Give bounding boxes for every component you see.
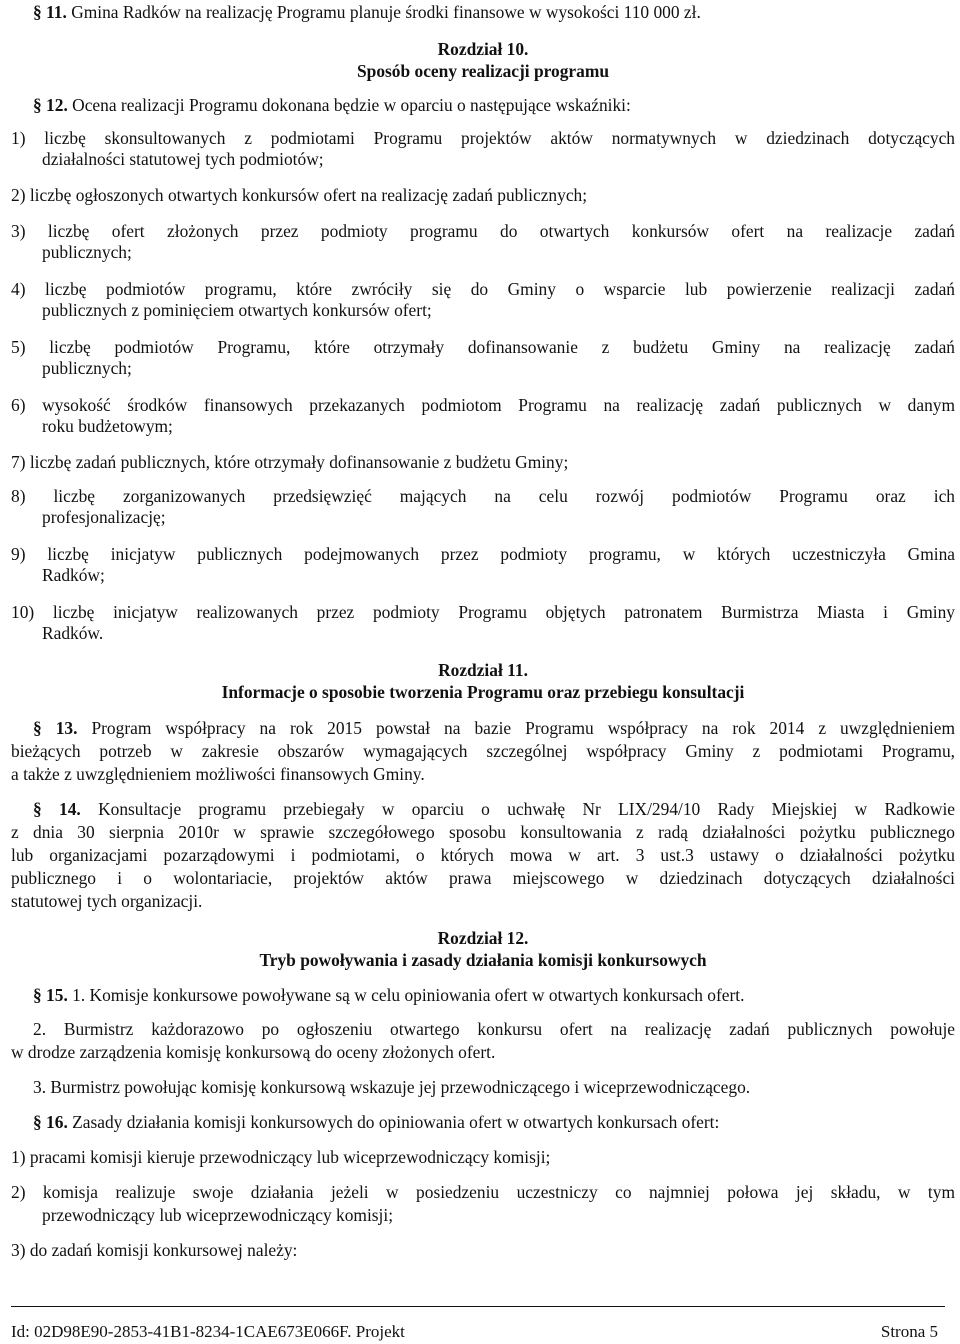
paragraph-14: § 14. Konsultacje programu przebiegały w oparciu o uchwałę Nr LIX/294/10 Rady Miejskiej w Radkowie [33,799,955,819]
paragraph-14-line: z dnia 30 sierpnia 2010r w sprawie szczegółowego sposobu konsultowania z radą działalności pożytku publicznego [11,822,955,842]
list-item: 3) liczbę ofert złożonych przez podmioty programu do otwartych konkursów ofert na realizacje zadań [11,221,955,241]
list-item-continuation: przewodniczący lub wiceprzewodniczący komisji; [42,1205,394,1225]
paragraph-number: 11. [46,2,67,22]
chapter-11-title: Informacje o sposobie tworzenia Programu oraz przebiegu konsultacji [221,682,745,702]
list-item-continuation: publicznych; [42,242,132,262]
chapter-12-label: Rozdział 12. [437,928,529,948]
list-item: 8) liczbę zorganizowanych przedsięwzięć mających na celu rozwój podmiotów Programu oraz ich [11,486,955,506]
paragraph-13: § 13. Program współpracy na rok 2015 powstał na bazie Programu współpracy na rok 2014 z uwzględnieniem [33,718,955,738]
list-item: 2) komisja realizuje swoje działania jeżeli w posiedzeniu uczestniczy co najmniej połowa jej składu, w tym [11,1182,955,1202]
list-item: 7) liczbę zadań publicznych, które otrzymały dofinansowanie z budżetu Gminy; [11,452,569,472]
list-item: 4) liczbę podmiotów programu, które zwróciły się do Gminy o wsparcie lub powierzenie realizacji zadań [11,279,955,299]
chapter-11-label: Rozdział 11. [438,660,528,680]
paragraph-13-line: bieżących potrzeb w zakresie obszarów wymagających szczególnej współpracy Gminy z podmiotami Programu, [11,741,955,761]
paragraph-14-line: statutowej tych organizacji. [11,891,203,911]
paragraph-13-line: a także z uwzględnieniem możliwości finansowych Gminy. [11,764,425,784]
paragraph-text: Gmina Radków na realizację Programu planuje środki finansowe w wysokości 110 000 zł. [71,2,701,22]
paragraph-14-line: publicznego i o wolontariacie, projektów aktów prawa miejscowego w dziedzinach dotyczących działalności [11,868,955,888]
list-item: 3) do zadań komisji konkursowej należy: [11,1240,298,1260]
paragraph-15-point-2-continuation: w drodze zarządzenia komisję konkursową do oceny złożonych ofert. [11,1042,496,1062]
footer-page-number: Strona 5 [880,1322,938,1341]
list-item: 9) liczbę inicjatyw publicznych podejmowanych przez podmioty programu, w których uczestniczyła Gmina [11,544,955,564]
paragraph-15-point-3: 3. Burmistrz powołując komisję konkursową wskazuje jej przewodniczącego i wiceprzewodniczącego. [33,1077,751,1097]
list-item-continuation: Radków. [42,623,104,643]
footer-document-id: Id: 02D98E90-2853-41B1-8234-1CAE673E066F. Projekt [11,1322,405,1341]
list-item: 6) wysokość środków finansowych przekazanych podmiotom Programu na realizację zadań publicznych w danym [11,395,955,415]
list-item-continuation: profesjonalizację; [42,507,166,527]
list-item: 10) liczbę inicjatyw realizowanych przez podmioty Programu objętych patronatem Burmistrza Miasta i Gminy [11,602,955,622]
list-item: 5) liczbę podmiotów Programu, które otrzymały dofinansowanie z budżetu Gminy na realizację zadań [11,337,955,357]
list-item-continuation: publicznych; [42,358,132,378]
chapter-10-label: Rozdział 10. [437,39,529,59]
list-item-continuation: publicznych z pominięciem otwartych konkursów ofert; [42,300,432,320]
paragraph-number: 12. [46,95,68,115]
list-item-continuation: roku budżetowym; [42,416,173,436]
list-item: 2) liczbę ogłoszonych otwartych konkursów ofert na realizację zadań publicznych; [11,185,588,205]
list-item: 1) pracami komisji kieruje przewodniczący lub wiceprzewodniczący komisji; [11,1147,551,1167]
paragraph-intro: Ocena realizacji Programu dokonana będzie w oparciu o następujące wskaźniki: [72,95,631,115]
paragraph-14-line: lub organizacjami pozarządowymi i podmiotami, o których mowa w art. 3 ust.3 ustawy o działalności pożytku [11,845,955,865]
section-sign: § [33,2,47,22]
chapter-12-title: Tryb powoływania i zasady działania komisji konkursowych [259,950,707,970]
list-item-continuation: Radków; [42,565,105,585]
list-item-continuation: działalności statutowej tych podmiotów; [42,149,324,169]
paragraph-15-point-2: 2. Burmistrz każdorazowo po ogłoszeniu otwartego konkursu ofert na realizację zadań publicznych powołuje [33,1019,955,1039]
paragraph-15: § 15. 1. Komisje konkursowe powoływane są w celu opiniowania ofert w otwartych konkursach ofert. [33,985,745,1005]
list-item: 1) liczbę skonsultowanych z podmiotami Programu projektów aktów normatywnych w dziedzinach dotyczących [11,128,955,148]
paragraph-11 [33,2,701,22]
footer-rule [11,1306,945,1307]
paragraph-12: § 12. Ocena realizacji Programu dokonana będzie w oparciu o następujące wskaźniki: [33,95,631,115]
chapter-10-title: Sposób oceny realizacji programu [357,61,609,81]
paragraph-16: § 16. Zasady działania komisji konkursowych do opiniowania ofert w otwartych konkursach ofert: [33,1112,720,1132]
